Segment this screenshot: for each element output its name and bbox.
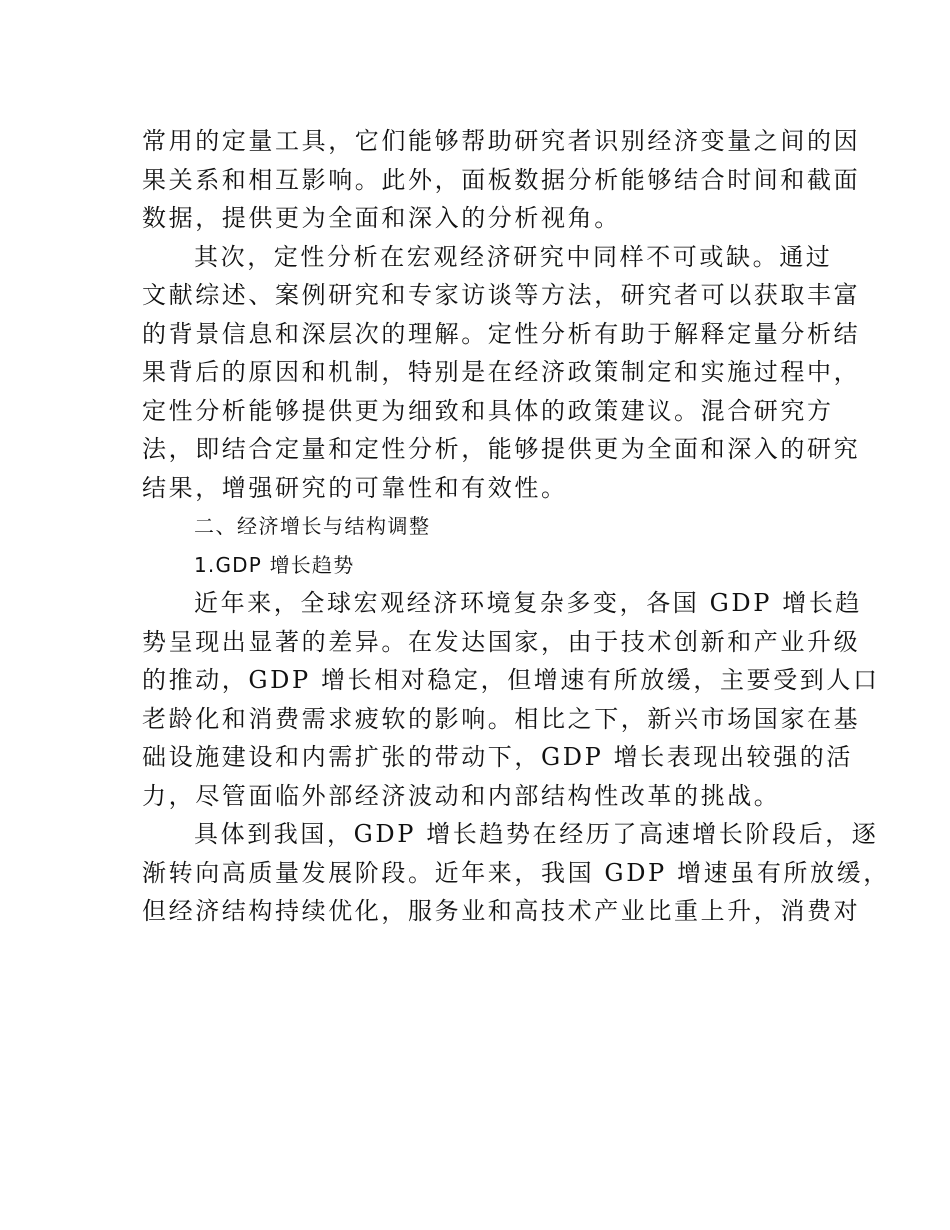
text-line: 果背后的原因和机制，特别是在经济政策制定和实施过程中， — [142, 358, 861, 386]
text-line: 力，尽管面临外部经济波动和内部结构性改革的挑战。 — [142, 781, 781, 810]
section-heading: 二、经济增长与结构调整 — [194, 514, 431, 538]
text-line: 势呈现出显著的差异。在发达国家，由于技术创新和产业升级 — [142, 627, 861, 656]
paragraph-quantitative-tools — [142, 122, 861, 238]
paragraph-global-gdp — [142, 584, 880, 815]
text-line: 果关系和相互影响。此外，面板数据分析能够结合时间和截面 — [142, 165, 861, 194]
text-line: 具体到我国，GDP 增长趋势在经历了高速增长阶段后，逐 — [194, 820, 879, 848]
text-line: 老龄化和消费需求疲软的影响。相比之下，新兴市场国家在基 — [142, 704, 861, 733]
text-line: 法，即结合定量和定性分析，能够提供更为全面和深入的研究 — [142, 435, 861, 463]
text-line: 但经济结构持续优化，服务业和高技术产业比重上升，消费对 — [142, 897, 861, 925]
text-line: 的背景信息和深层次的理解。定性分析有助于解释定量分析结 — [142, 319, 861, 348]
text-line: 近年来，全球宏观经济环境复杂多变，各国 GDP 增长趋 — [194, 589, 863, 617]
document-body — [142, 122, 890, 931]
text-line: 文献综述、案例研究和专家访谈等方法，研究者可以获取丰富 — [142, 281, 861, 309]
subsection-heading: 1.GDP 增长趋势 — [194, 552, 355, 577]
text-line: 其次，定性分析在宏观经济研究中同样不可或缺。通过 — [194, 242, 833, 271]
paragraph-china-gdp — [142, 815, 890, 931]
text-line: 结果，增强研究的可靠性和有效性。 — [142, 473, 568, 502]
text-line: 的推动，GDP 增长相对稳定，但增速有所放缓，主要受到人口 — [142, 666, 880, 694]
text-line: 定性分析能够提供更为细致和具体的政策建议。混合研究方 — [142, 396, 834, 425]
text-line: 渐转向高质量发展阶段。近年来，我国 GDP 增速虽有所放缓， — [142, 858, 890, 887]
paragraph-qualitative-analysis — [142, 238, 861, 508]
text-line: 础设施建设和内需扩张的带动下，GDP 增长表现出较强的活 — [142, 743, 853, 771]
text-line: 常用的定量工具，它们能够帮助研究者识别经济变量之间的因 — [142, 127, 861, 155]
text-line: 数据，提供更为全面和深入的分析视角。 — [142, 204, 621, 232]
